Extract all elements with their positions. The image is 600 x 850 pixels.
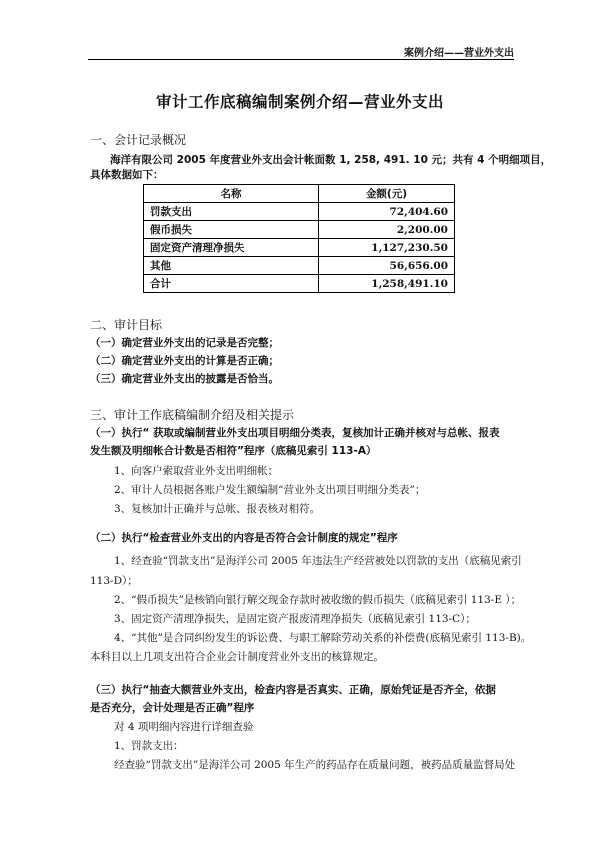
procedure-3-title-line2: 是否充分，会计处理是否正确”程序 xyxy=(90,702,255,714)
procedure-2-step: 2、“假币损失”是核销向银行解交现金存款时被收缴的假币损失（底稿见索引 113-E ）； xyxy=(114,594,522,606)
header-rule xyxy=(88,59,514,60)
objective-item: （一）确定营业外支出的记录是否完整； xyxy=(90,337,279,349)
section-1-heading: 一、会计记录概况 xyxy=(90,133,187,147)
procedure-2-step: 1、经查验“罚款支出”是海洋公司 2005 年违法生产经营被处以罚款的支出（底稿见索引 xyxy=(114,555,522,567)
table-header-row xyxy=(144,185,455,203)
row-name: 其他 xyxy=(144,257,319,275)
procedure-2-step: 113-D）； xyxy=(90,575,138,587)
document-title: 审计工作底稿编制案例介绍—营业外支出 xyxy=(155,93,444,111)
procedure-2-step: 4、“其他”是合同纠纷发生的诉讼费、与职工解除劳动关系的补偿费(底稿见索引 113-B)。 xyxy=(114,632,532,644)
section-3-heading: 三、审计工作底稿编制介绍及相关提示 xyxy=(90,408,295,422)
table-row xyxy=(144,221,455,239)
row-amount: 1,258,491.10 xyxy=(319,275,455,293)
procedure-1-title-line1: （一）执行“ 获取或编制营业外支出项目明细分类表，复核加计正确并核对与总帐、报表 xyxy=(90,427,500,439)
row-name: 合计 xyxy=(144,275,319,293)
procedure-1-title-line2: 发生额及明细帐合计数是否相符”程序（底稿见索引 113-A） xyxy=(90,445,377,457)
table-total-row xyxy=(144,275,455,293)
row-name: 罚款支出 xyxy=(144,203,319,221)
objective-item: （二）确定营业外支出的计算是否正确； xyxy=(90,355,279,367)
procedure-3-step: 对 4 项明细内容进行详细查验 xyxy=(114,721,254,733)
row-amount: 56,656.00 xyxy=(319,257,455,275)
procedure-2-conclusion: 本科目以上几项支出符合企业会计制度营业外支出的核算规定。 xyxy=(90,651,384,663)
table-row xyxy=(144,239,455,257)
procedure-1-step: 2、审计人员根据各账户发生额编制“营业外支出项目明细分类表”； xyxy=(114,484,426,496)
row-name: 固定资产清理净损失 xyxy=(144,239,319,257)
section-2-heading: 二、审计目标 xyxy=(90,318,163,332)
row-amount: 72,404.60 xyxy=(319,203,455,221)
row-amount: 2,200.00 xyxy=(319,221,455,239)
column-header-name: 名称 xyxy=(144,185,319,203)
section-1-intro-line2: 具体数据如下： xyxy=(90,169,164,181)
procedure-2-title: （二）执行“检查营业外支出的内容是否符合会计制度的规定”程序 xyxy=(90,532,398,544)
section-1-intro-line1: 海洋有限公司 2005 年度营业外支出会计帐面数 1, 258, 491. 10 元；共有 4 个明细项目， xyxy=(110,154,552,166)
procedure-1-step: 1、向客户索取营业外支出明细帐； xyxy=(114,465,279,477)
table-row xyxy=(144,203,455,221)
row-name: 假币损失 xyxy=(144,221,319,239)
column-header-amount: 金额(元) xyxy=(319,185,455,203)
procedure-3-step: 经查验“罚款支出”是海洋公司 2005 年生产的药品存在质量问题，被药品质量监督局处 xyxy=(114,759,516,771)
running-header: 案例介绍——营业外支出 xyxy=(404,48,514,59)
procedure-3-title-line1: （三）执行“抽查大额营业外支出，检查内容是否真实、正确，原始凭证是否齐全，依据 xyxy=(90,684,496,696)
procedure-3-step: 1、罚款支出： xyxy=(114,740,184,752)
row-amount: 1,127,230.50 xyxy=(319,239,455,257)
procedure-2-step: 3、固定资产清理净损失，是固定资产报废清理净损失（底稿见索引 113-C）； xyxy=(114,613,476,625)
expense-table xyxy=(143,184,455,293)
table-row xyxy=(144,257,455,275)
procedure-1-step: 3、复核加计正确并与总帐、报表核对相符。 xyxy=(114,503,321,515)
objective-item: （三）确定营业外支出的披露是否恰当。 xyxy=(90,373,279,385)
